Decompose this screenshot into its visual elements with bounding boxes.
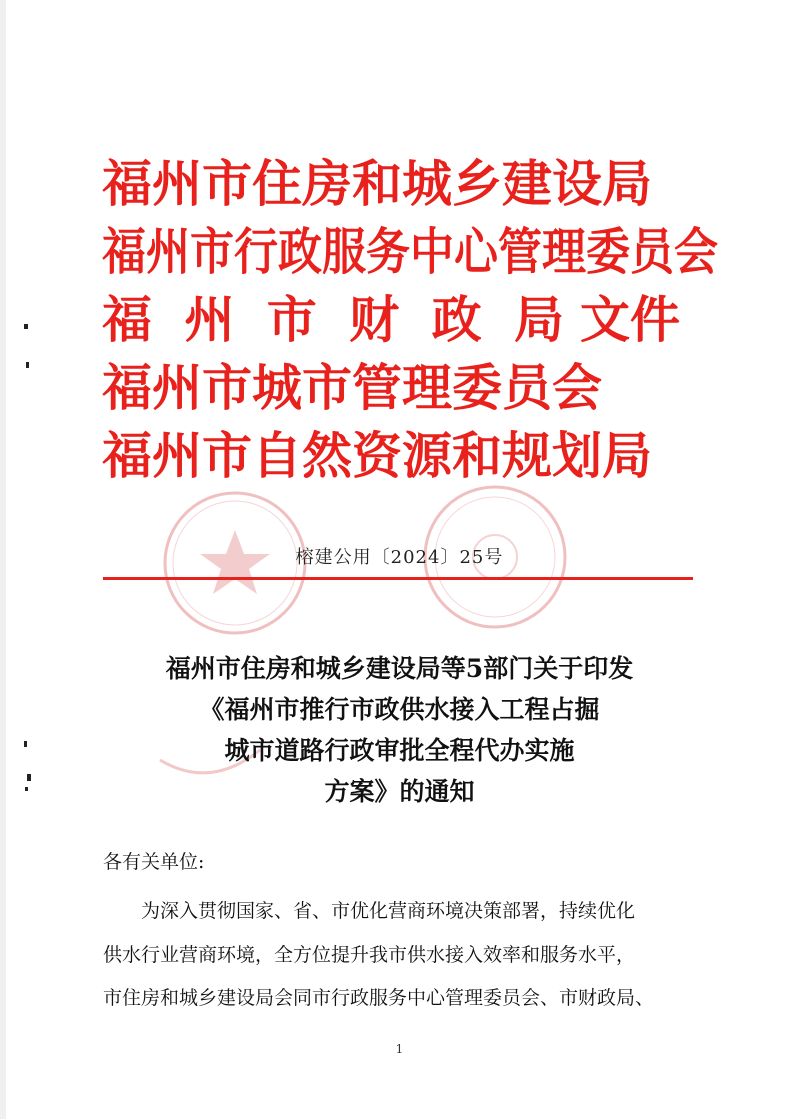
paragraph-line: 为深入贯彻国家、省、市优化营商环境决策部署，持续优化: [141, 900, 636, 922]
issuing-authorities: [102, 150, 718, 490]
document-title: [0, 648, 799, 812]
title-line: 福州市住房和城乡建设局等5部门关于印发: [165, 654, 634, 683]
body-paragraph: [103, 890, 703, 1021]
issuer-admin-service-center: 福州市行政服务中心管理委员会: [102, 223, 718, 281]
paragraph-line: 供水行业营商环境，全方位提升我市供水接入效率和服务水平，: [103, 943, 636, 966]
red-divider-line: [103, 577, 693, 580]
issuer-housing-bureau: 福州市住房和城乡建设局: [102, 155, 652, 213]
issuer-finance-bureau: [102, 286, 696, 354]
scan-speck: [24, 324, 28, 329]
issuer-urban-management: 福州市城市管理委员会: [102, 359, 602, 417]
title-line: 方案》的通知: [324, 777, 475, 806]
page-number: 1: [395, 1042, 404, 1056]
salutation: 各有关单位:: [103, 851, 205, 873]
scan-speck: [25, 787, 28, 791]
title-line: 城市道路行政审批全程代办实施: [224, 736, 575, 765]
scan-speck: [26, 362, 29, 368]
issuer-natural-resources: 福州市自然资源和规划局: [102, 427, 652, 485]
title-line: 《福州市推行市政供水接入工程占掘: [199, 695, 600, 724]
issuer-finance-bureau-name: 福 州 市 财 政 局: [102, 290, 564, 349]
document-number: 榕建公用〔2024〕25号: [295, 547, 504, 568]
scan-speck: [27, 774, 31, 781]
document-suffix: 文件: [580, 291, 680, 349]
scan-speck: [24, 741, 27, 747]
paragraph-line: 市住房和城乡建设局会同市行政服务中心管理委员会、市财政局、: [103, 987, 655, 1009]
